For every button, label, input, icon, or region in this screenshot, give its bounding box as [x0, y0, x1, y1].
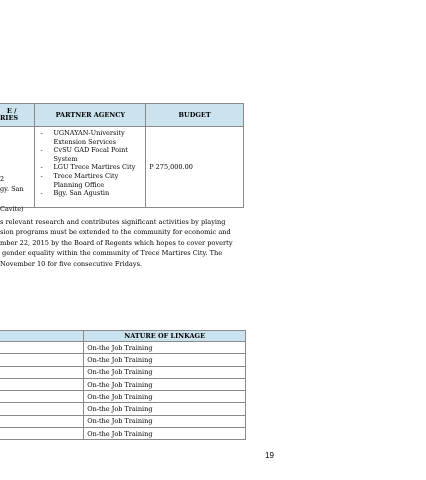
- blank-cell: [0, 342, 84, 354]
- blank-cell: [0, 354, 84, 366]
- table-row: [0, 366, 246, 378]
- list-item: - Bgy. San Agustin: [53, 189, 143, 198]
- list-item: - Trece Martires City Planning Office: [53, 172, 143, 189]
- table-row: [0, 127, 244, 208]
- table-row: [0, 378, 246, 390]
- beneficiaries-cell: [0, 127, 35, 213]
- header-cell-blank: [0, 331, 84, 342]
- table-header-row: [0, 104, 244, 127]
- linkage-cell: On-the Job Training: [84, 378, 246, 390]
- linkage-cell: On-the Job Training: [84, 354, 246, 366]
- paragraph-line: mber 22, 2015 by the Board of Regents which hopes to cover poverty: [0, 238, 233, 247]
- table-row: [0, 391, 246, 403]
- blank-cell: [0, 415, 84, 427]
- paragraph-line: sion programs must be extended to the community for economic and: [0, 228, 231, 237]
- partner-list: [35, 127, 145, 198]
- header-cell-left: E / RIES: [0, 104, 35, 127]
- paragraph-line: November 10 for five consecutive Fridays.: [0, 259, 143, 268]
- left-text-fragment: Cavite): [0, 205, 24, 213]
- blank-cell: [0, 391, 84, 403]
- linkage-cell: On-the Job Training: [84, 366, 246, 378]
- header-cell-partner-agency: PARTNER AGENCY: [35, 104, 146, 127]
- blank-cell: [0, 403, 84, 415]
- left-text-fragment: gy. San: [0, 185, 24, 193]
- linkage-cell: On-the Job Training: [84, 415, 246, 427]
- body-paragraph: [0, 217, 254, 269]
- header-cell-nature-of-linkage: NATURE OF LINKAGE: [84, 331, 246, 342]
- table-row: [0, 415, 246, 427]
- table-header-row: [0, 331, 246, 342]
- linkage-cell: On-the Job Training: [84, 391, 246, 403]
- table-row: [0, 428, 246, 440]
- header-cell-budget: BUDGET: [146, 104, 244, 127]
- linkage-cell: On-the Job Training: [84, 403, 246, 415]
- left-text-fragment: 2: [0, 175, 5, 183]
- paragraph-line: gender equality within the community of Trece Martires City. The: [2, 249, 223, 258]
- table-row: [0, 342, 246, 354]
- list-item: - CvSU GAD Focal Point System: [53, 146, 143, 163]
- list-item: - LGU Trece Martires City: [53, 163, 143, 172]
- partner-agency-cell: [35, 127, 146, 208]
- table-row: [0, 403, 246, 415]
- budget-value: P 275,000.00: [149, 163, 193, 171]
- linkage-cell: On-the Job Training: [84, 342, 246, 354]
- partner-agency-table: [0, 103, 244, 213]
- list-item: - UGNAYAN-University Extension Services: [53, 129, 143, 146]
- linkage-cell: On-the Job Training: [84, 428, 246, 440]
- blank-cell: [0, 366, 84, 378]
- table-row: [0, 354, 246, 366]
- budget-cell: [146, 127, 244, 208]
- page-number: 19: [265, 451, 274, 460]
- linkage-table: [0, 330, 246, 440]
- blank-cell: [0, 428, 84, 440]
- blank-cell: [0, 378, 84, 390]
- paragraph-line: s relevant research and contributes significant activities by playing: [0, 218, 226, 226]
